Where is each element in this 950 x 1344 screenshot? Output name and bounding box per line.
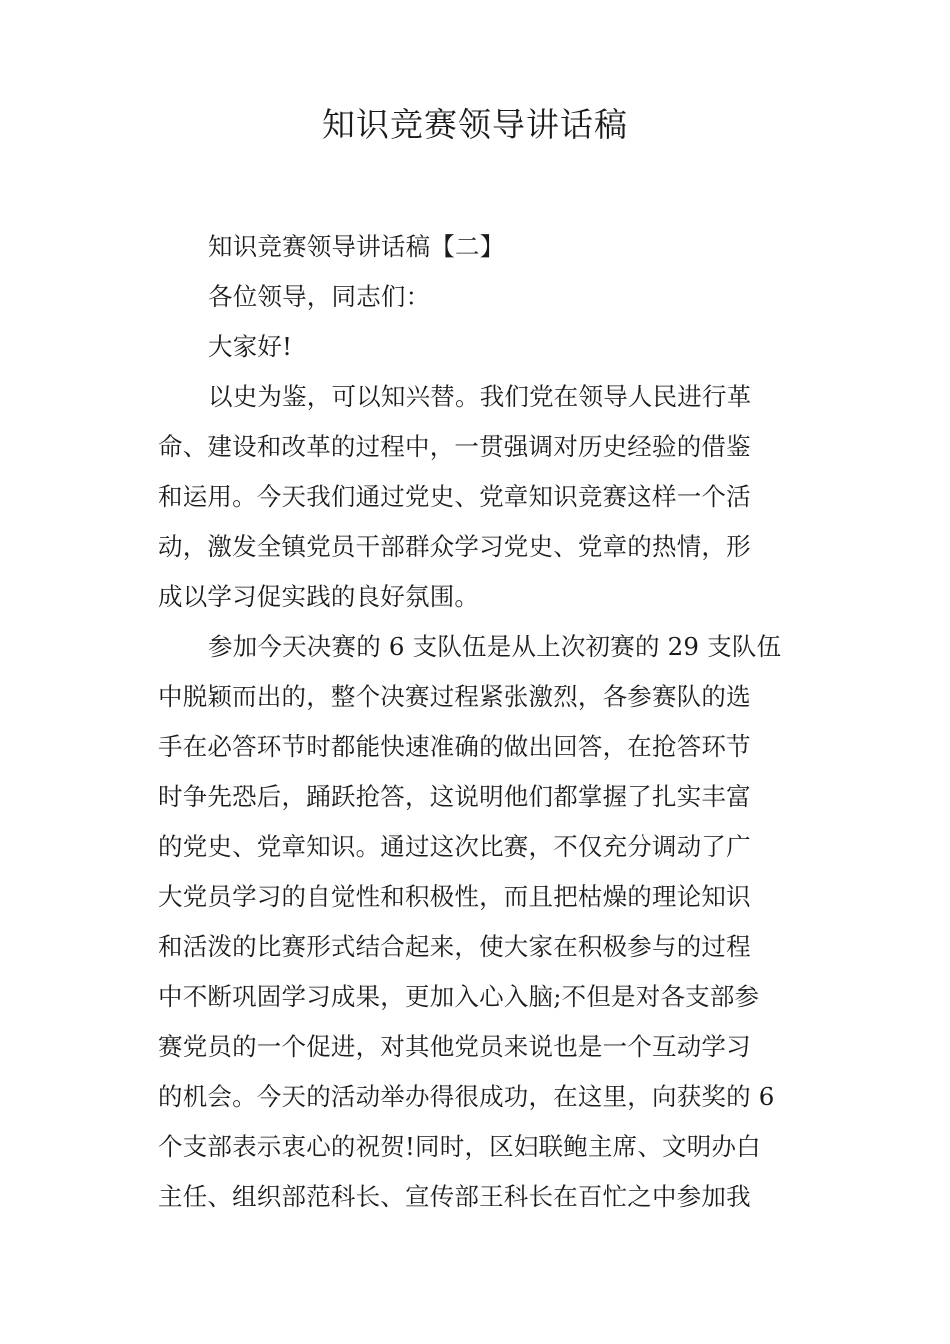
text-line: 参加今天决赛的 6 支队伍是从上次初赛的 29 支队伍	[208, 632, 782, 661]
text-line: 赛党员的一个促进，对其他党员来说也是一个互动学习	[158, 1032, 751, 1061]
text-line: 中脱颖而出的，整个决赛过程紧张激烈，各参赛队的选	[158, 682, 751, 711]
text-line: 大家好!	[208, 332, 293, 361]
text-line: 的机会。今天的活动举办得很成功，在这里，向获奖的 6	[158, 1082, 775, 1111]
text-line: 动，激发全镇党员干部群众学习党史、党章的热情，形	[158, 532, 751, 561]
text-line: 主任、组织部范科长、宣传部王科长在百忙之中参加我	[158, 1182, 751, 1211]
text-line: 和活泼的比赛形式结合起来，使大家在积极参与的过程	[158, 932, 751, 961]
text-line: 和运用。今天我们通过党史、党章知识竞赛这样一个活	[158, 482, 751, 511]
text-line: 以史为鉴，可以知兴替。我们党在领导人民进行革	[208, 382, 752, 411]
text-line: 知识竞赛领导讲话稿【二】	[208, 232, 505, 261]
text-line: 命、建设和改革的过程中，一贯强调对历史经验的借鉴	[158, 432, 751, 461]
text-line: 各位领导，同志们：	[208, 282, 431, 311]
text-line: 的党史、党章知识。通过这次比赛，不仅充分调动了广	[158, 832, 751, 861]
text-line: 大党员学习的自觉性和积极性，而且把枯燥的理论知识	[158, 882, 751, 911]
document-body	[158, 222, 790, 1222]
text-line: 成以学习促实践的良好氛围。	[158, 582, 480, 611]
text-line: 时争先恐后，踊跃抢答，这说明他们都掌握了扎实丰富	[158, 782, 751, 811]
text-line: 中不断巩固学习成果，更加入心入脑;不但是对各支部参	[158, 982, 760, 1011]
text-line: 手在必答环节时都能快速准确的做出回答，在抢答环节	[158, 732, 751, 761]
document-title: 知识竞赛领导讲话稿	[322, 105, 628, 144]
text-line: 个支部表示衷心的祝贺!同时，区妇联鲍主席、文明办白	[158, 1132, 761, 1161]
